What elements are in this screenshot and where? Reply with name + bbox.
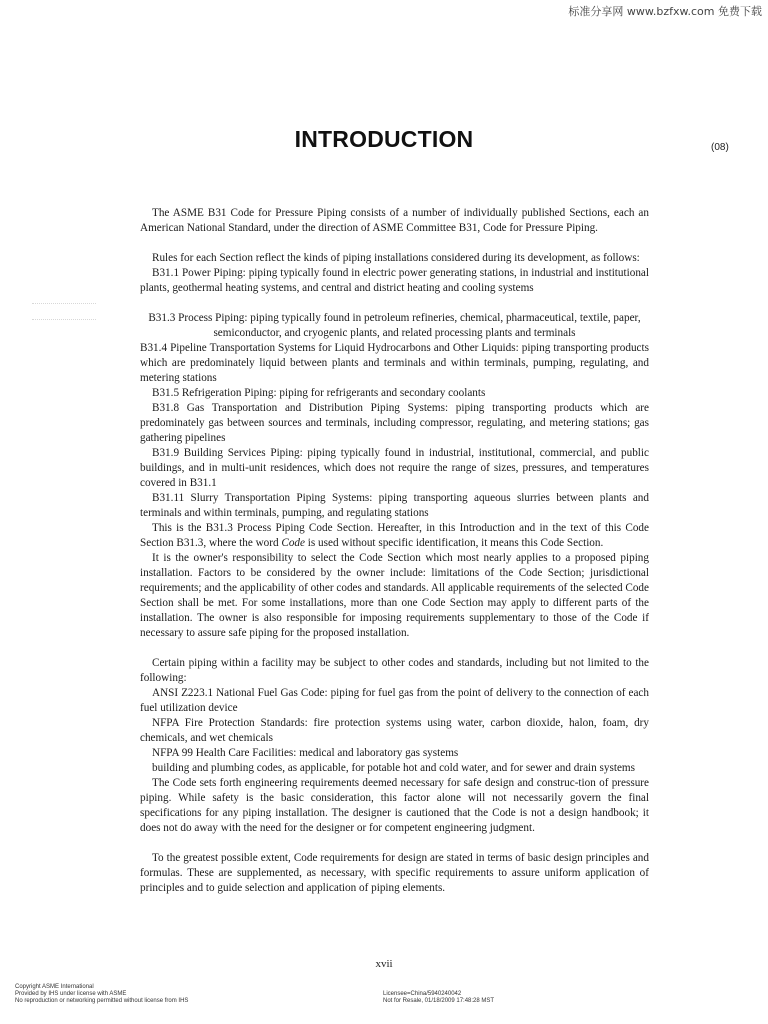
list-item: ANSI Z223.1 National Fuel Gas Code: piping for fuel gas from the point of delivery to the connection of each fuel utilization device xyxy=(140,687,649,714)
text-run: is used without specific identification, it means this Code Section. xyxy=(305,537,604,549)
page-number: xvii xyxy=(375,958,393,970)
margin-artifact-line xyxy=(32,306,96,320)
margin-artifact-line xyxy=(32,290,96,304)
license-footer xyxy=(383,991,494,1005)
edition-marker: (08) xyxy=(711,142,729,153)
introduction-body xyxy=(140,206,649,896)
list-item: B31.9 Building Services Piping: piping typically found in industrial, institutional, commercial, and public buildings, and in multi-unit residences, which does not require the range of sizes, pressures, and temperatures covered in B31.1 xyxy=(140,447,649,489)
list-item: NFPA Fire Protection Standards: fire protection systems using water, carbon dioxide, halon, foam, dry chemicals, and wet chemicals xyxy=(140,717,649,744)
emphasis-code: Code xyxy=(281,537,305,549)
margin-artifact xyxy=(32,290,96,322)
footer-line: Not for Resale, 01/18/2009 17:48:28 MST xyxy=(383,998,495,1004)
text-run: This is the B31.3 Process Piping Code Section. Hereafter, in this Introduction and in the text of this Code Section B31.3, where the word xyxy=(140,522,649,549)
paragraph: Certain piping within a facility may be subject to other codes and standards, including but not limited to the following: xyxy=(140,657,649,684)
paragraph: The ASME B31 Code for Pressure Piping consists of a number of individually published Sections, each an American National Standard, under the direction of ASME Committee B31, Code for Pressure Piping. xyxy=(140,207,649,234)
site-watermark: 标准分享网 www.bzfxw.com 免费下载 xyxy=(568,5,762,18)
copyright-footer xyxy=(15,984,188,1005)
list-item: B31.3 Process Piping: piping typically found in petroleum refineries, chemical, pharmaceutical, textile, paper, semiconductor, and cryogenic plants, and related processing plants and terminals xyxy=(148,312,641,339)
paragraph: To the greatest possible extent, Code requirements for design are stated in terms of basic design principles and formulas. These are supplemented, as necessary, with specific requirements to assure uniform application of principles and to guide selection and application of piping elements. xyxy=(140,852,649,894)
paragraph: It is the owner's responsibility to select the Code Section which most nearly applies to a proposed piping installation. Factors to be considered by the owner include: limitations of the Code Section; jurisdictional requirements; and the applicability of other codes and standards. All applicable requirements of the selected Code Section shall be met. For some installations, more than one Code Section may apply to different parts of the installation. The owner is also responsible for imposing requirements supplementary to those of the Code if necessary to assure safe piping for the proposed installation. xyxy=(140,552,649,639)
list-item: B31.1 Power Piping: piping typically found in electric power generating stations, in industrial and institutional plants, geothermal heating systems, and central and district heating and cooling systems xyxy=(140,267,649,294)
paragraph xyxy=(140,521,649,551)
footer-line: Copyright ASME International xyxy=(15,984,94,990)
list-item: B31.5 Refrigeration Piping: piping for refrigerants and secondary coolants xyxy=(152,387,486,399)
list-item: B31.8 Gas Transportation and Distribution Piping Systems: piping transporting products which are predominately gas between sources and terminals, including compressor, regulating, and metering stations; gas gathering pipelines xyxy=(140,402,649,444)
list-item: building and plumbing codes, as applicable, for potable hot and cold water, and for sewer and drain systems xyxy=(152,762,635,774)
footer-line: No reproduction or networking permitted without license from IHS xyxy=(15,998,189,1004)
list-item: B31.11 Slurry Transportation Piping Systems: piping transporting aqueous slurries between plants and terminals and within terminals, pumping, and regulating stations xyxy=(140,492,649,519)
paragraph: The Code sets forth engineering requirements deemed necessary for safe design and construc-tion of pressure piping. While safety is the basic consideration, this factor alone will not necessarily govern the final specifications for any piping installation. The designer is cautioned that the Code is not a design handbook; it does not do away with the need for the designer or for competent engineering judgment. xyxy=(140,777,649,834)
page-title: INTRODUCTION xyxy=(294,126,474,152)
footer-line: Licensee=China/5940240042 xyxy=(383,991,462,997)
list-item: B31.4 Pipeline Transportation Systems for Liquid Hydrocarbons and Other Liquids: piping transporting products which are predominately liquid between plants and terminals and within terminals, pumping, regulating, and metering stations xyxy=(140,342,649,384)
footer-line: Provided by IHS under license with ASME xyxy=(15,991,127,997)
paragraph: Rules for each Section reflect the kinds of piping installations considered during its development, as follows: xyxy=(152,252,640,264)
list-item: NFPA 99 Health Care Facilities: medical and laboratory gas systems xyxy=(152,747,459,759)
